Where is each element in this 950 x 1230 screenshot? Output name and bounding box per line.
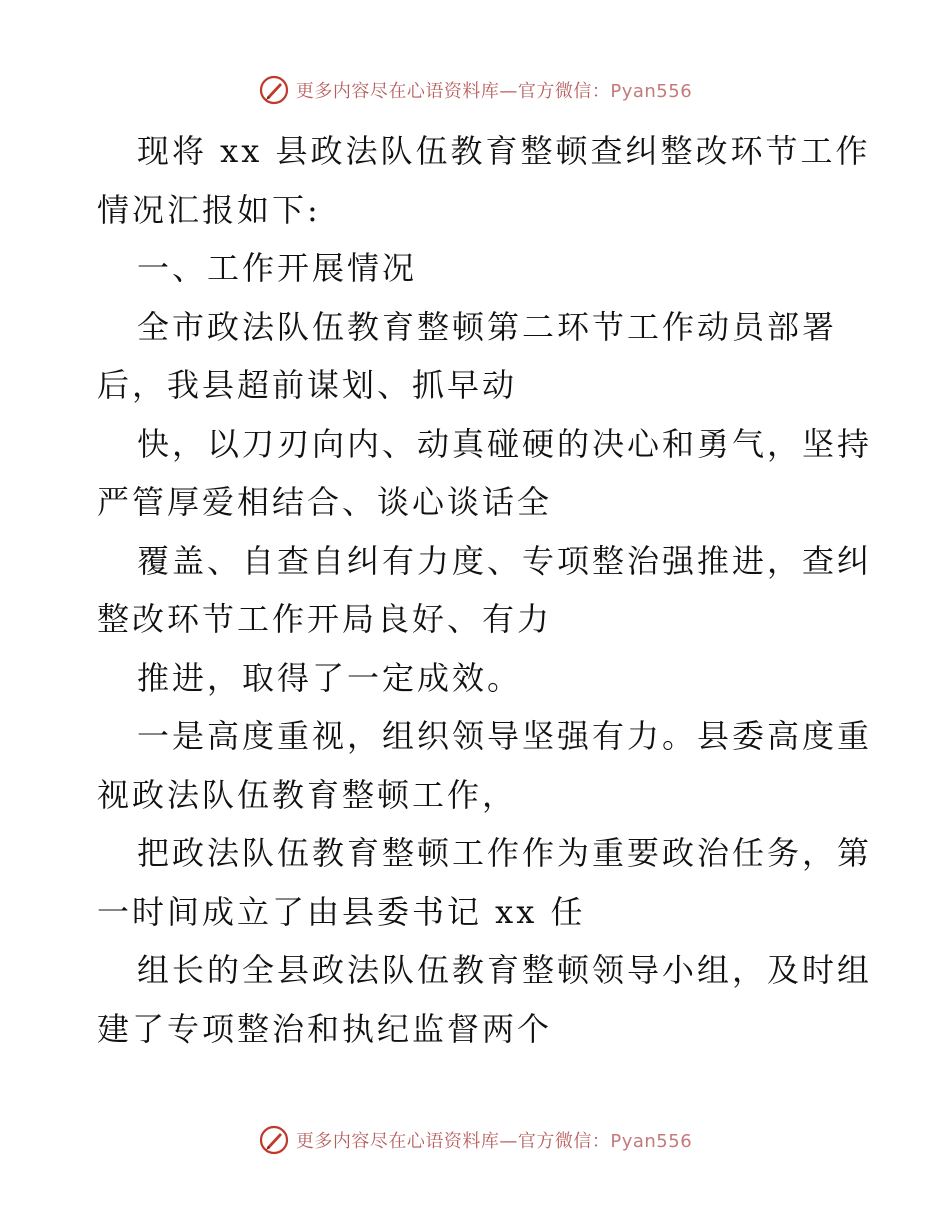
footer-banner-wechat-id: Pyan556 <box>610 1131 693 1152</box>
body-line: 一时间成立了由县委书记 xx 任 <box>97 892 586 931</box>
body-line: 情况汇报如下: <box>97 190 321 229</box>
body-line: 全市政法队伍教育整顿第二环节工作动员部署 <box>137 307 838 346</box>
document-body <box>97 122 873 1058</box>
section-heading: 一、工作开展情况 <box>137 249 418 287</box>
body-line: 现将 xx 县政法队伍教育整顿查纠整改环节工作 <box>137 132 871 170</box>
body-line: 覆盖、自查自纠有力度、专项整治强推进，查纠 <box>137 541 873 580</box>
footer-banner-label: 更多内容尽在心语资料库—官方微信： <box>295 1131 611 1152</box>
quill-seal-logo-icon <box>258 74 290 106</box>
body-line: 整改环节工作开局良好、有力 <box>97 600 553 638</box>
quill-seal-logo-icon <box>258 1124 290 1156</box>
body-line: 快，以刀刃向内、动真碰硬的决心和勇气，坚持 <box>137 424 873 463</box>
body-line: 后，我县超前谋划、抓早动 <box>97 366 518 404</box>
header-banner <box>0 70 950 110</box>
body-line: 建了专项整治和执纪监督两个 <box>97 1009 553 1048</box>
body-line: 组长的全县政法队伍教育整顿领导小组，及时组 <box>137 951 873 989</box>
body-line: 严管厚爱相结合、谈心谈话全 <box>97 483 553 521</box>
header-banner-wechat-id: Pyan556 <box>610 81 693 102</box>
body-line: 视政法队伍教育整顿工作， <box>97 775 518 814</box>
footer-banner-text <box>296 1127 692 1153</box>
header-banner-label: 更多内容尽在心语资料库—官方微信： <box>295 81 611 102</box>
footer-banner <box>0 1120 950 1160</box>
body-line: 一是高度重视，组织领导坚强有力。县委高度重 <box>137 717 873 755</box>
body-line: 推进，取得了一定成效。 <box>137 658 523 697</box>
header-banner-text <box>296 77 692 103</box>
body-line: 把政法队伍教育整顿工作作为重要政治任务，第 <box>137 834 873 872</box>
